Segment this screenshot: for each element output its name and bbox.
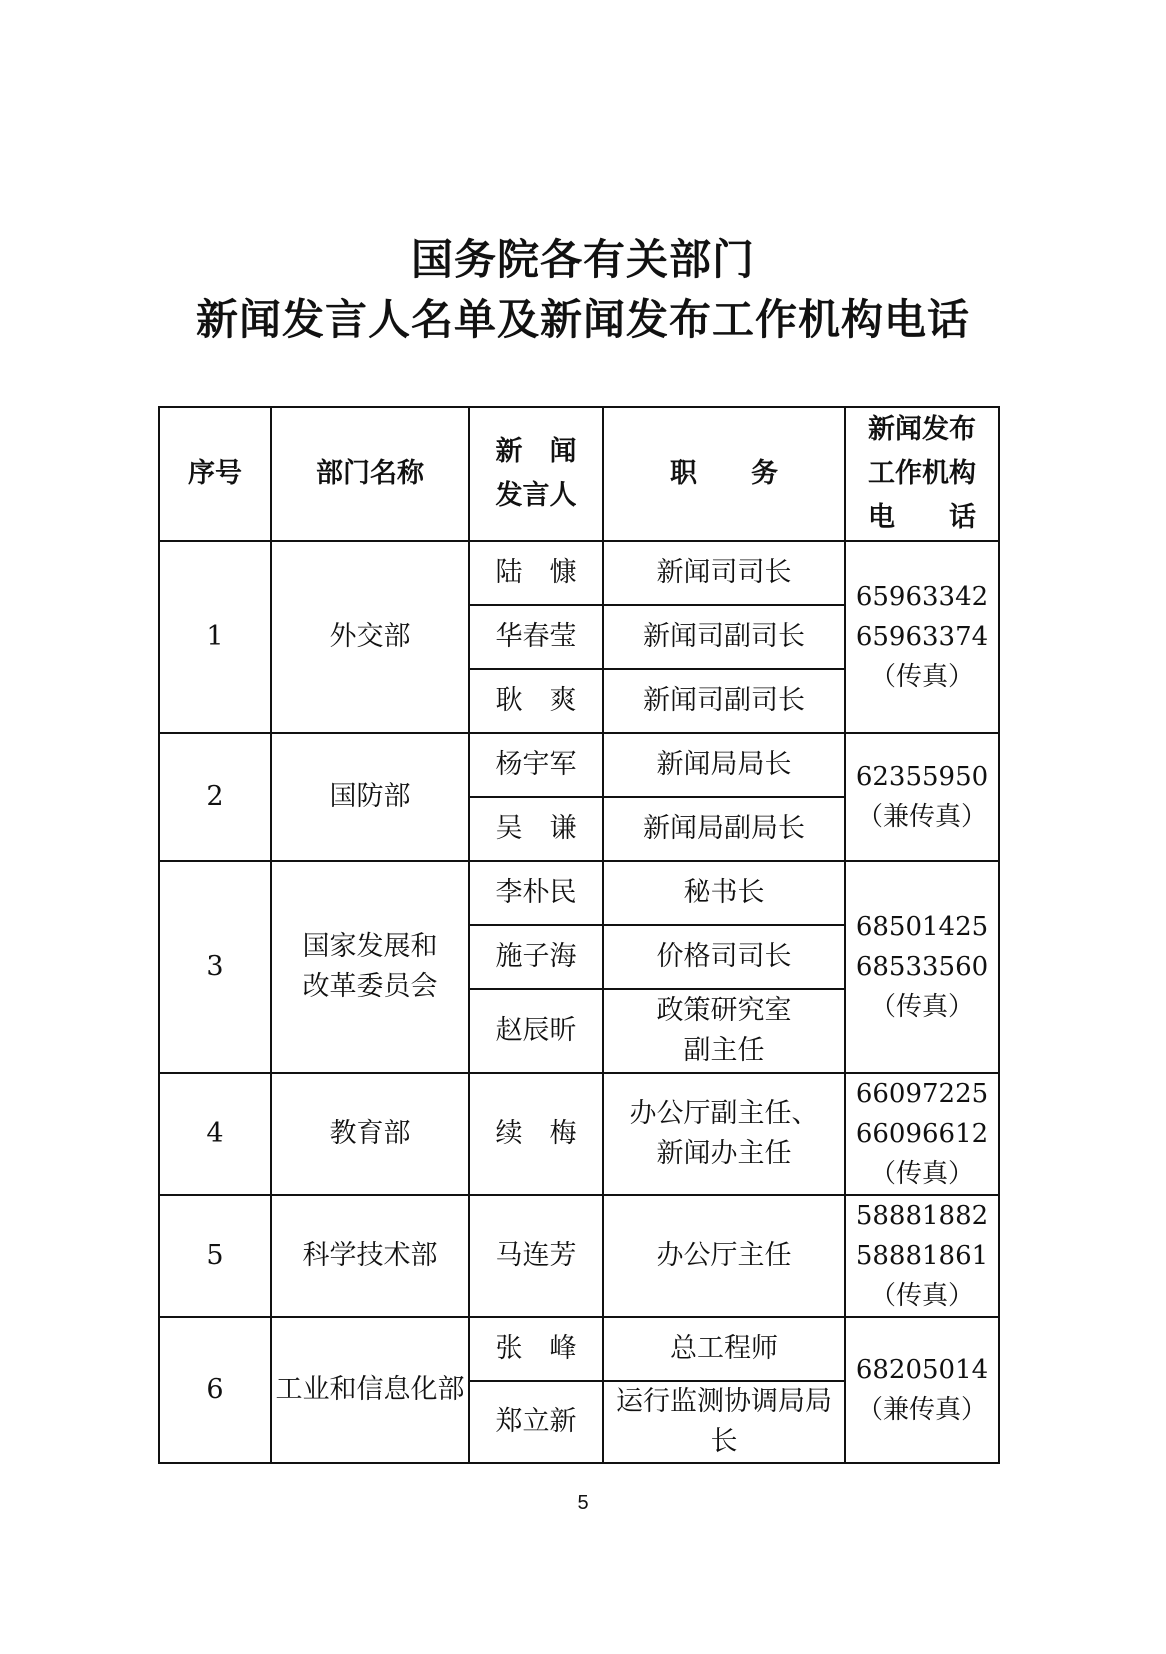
position-cell: 办公厅主任 (603, 1195, 845, 1317)
phone-cell (845, 541, 999, 733)
table-row (159, 1317, 999, 1381)
spokesperson-cell: 陆 慷 (469, 541, 603, 605)
header-phone (845, 407, 999, 541)
spokesperson-cell: 施子海 (469, 925, 603, 989)
table-row (159, 1073, 999, 1195)
phone-line: （兼传真） (856, 1395, 987, 1425)
phone-cell (845, 1195, 999, 1317)
position-cell: 新闻局副局长 (603, 797, 845, 861)
spokesperson-cell: 吴 谦 (469, 797, 603, 861)
header-phone-line-1: 新闻发布 (868, 414, 976, 445)
spokesperson-cell: 耿 爽 (469, 669, 603, 733)
spokesperson-cell: 杨宇军 (469, 733, 603, 797)
position-cell: 价格司司长 (603, 925, 845, 989)
table-row (159, 733, 999, 797)
header-dept: 部门名称 (271, 407, 469, 541)
position-cell: 新闻司副司长 (603, 669, 845, 733)
phone-line: 68205014 (855, 1355, 989, 1385)
header-position: 职 务 (603, 407, 845, 541)
phone-line: 68533560 (855, 952, 989, 982)
table-row (159, 1195, 999, 1317)
header-spokesperson-line-2: 发言人 (495, 480, 577, 511)
phone-line: （兼传真） (856, 802, 987, 832)
position-cell: 新闻局局长 (603, 733, 845, 797)
table-header-row (159, 407, 999, 541)
dept-line: 国家发展和 (302, 931, 438, 962)
position-cell: 新闻司司长 (603, 541, 845, 605)
position-cell: 秘书长 (603, 861, 845, 925)
phone-line: 66096612 (855, 1119, 989, 1149)
spokesperson-cell: 赵辰昕 (469, 989, 603, 1073)
phone-line: 58881882 (855, 1201, 989, 1231)
phone-line: 66097225 (855, 1079, 989, 1109)
seq-cell: 2 (159, 733, 271, 861)
position-cell: 总工程师 (603, 1317, 845, 1381)
dept-line: 改革委员会 (302, 971, 438, 1002)
page-title-line-2: 新闻发言人名单及新闻发布工作机构电话 (195, 295, 970, 344)
position-cell: 新闻司副司长 (603, 605, 845, 669)
position-line: 副主任 (683, 1035, 765, 1066)
seq-cell: 6 (159, 1317, 271, 1463)
dept-cell: 国防部 (271, 733, 469, 861)
table-row (159, 861, 999, 925)
spokesperson-cell: 马连芳 (469, 1195, 603, 1317)
dept-cell: 科学技术部 (271, 1195, 469, 1317)
position-cell (603, 989, 845, 1073)
table-row (159, 541, 999, 605)
spokesperson-cell: 郑立新 (469, 1381, 603, 1463)
spokesperson-cell: 张 峰 (469, 1317, 603, 1381)
position-line: 政策研究室 (656, 995, 792, 1026)
phone-cell (845, 861, 999, 1073)
spokesperson-cell: 李朴民 (469, 861, 603, 925)
seq-cell: 4 (159, 1073, 271, 1195)
spokesperson-cell: 华春莹 (469, 605, 603, 669)
phone-line: （传真） (869, 662, 974, 692)
phone-line: 65963374 (855, 622, 989, 652)
page-number: 5 (577, 1492, 589, 1514)
seq-cell: 1 (159, 541, 271, 733)
header-phone-line-2: 工作机构 (868, 458, 976, 489)
seq-cell: 5 (159, 1195, 271, 1317)
position-cell: 运行监测协调局局长 (603, 1381, 845, 1463)
phone-line: 62355950 (855, 762, 989, 792)
phone-cell (845, 1073, 999, 1195)
phone-line: （传真） (869, 1281, 974, 1311)
spokesperson-cell: 续 梅 (469, 1073, 603, 1195)
header-seq: 序号 (159, 407, 271, 541)
dept-cell: 教育部 (271, 1073, 469, 1195)
phone-line: 65963342 (855, 582, 989, 612)
page-title-line-1: 国务院各有关部门 (410, 235, 755, 284)
position-cell (603, 1073, 845, 1195)
dept-cell: 外交部 (271, 541, 469, 733)
header-spokesperson (469, 407, 603, 541)
phone-line: （传真） (869, 1159, 974, 1189)
phone-cell (845, 733, 999, 861)
position-line: 新闻办主任 (656, 1138, 792, 1169)
phone-line: 58881861 (855, 1241, 989, 1271)
header-spokesperson-line-1: 新 闻 (495, 436, 577, 467)
position-line: 办公厅副主任、 (629, 1098, 819, 1129)
phone-line: 68501425 (855, 912, 989, 942)
dept-cell: 工业和信息化部 (271, 1317, 469, 1463)
seq-cell: 3 (159, 861, 271, 1073)
phone-line: （传真） (869, 992, 974, 1022)
header-phone-line-3: 电 话 (868, 502, 976, 533)
phone-cell (845, 1317, 999, 1463)
dept-cell (271, 861, 469, 1073)
spokesperson-table (158, 406, 1000, 1464)
